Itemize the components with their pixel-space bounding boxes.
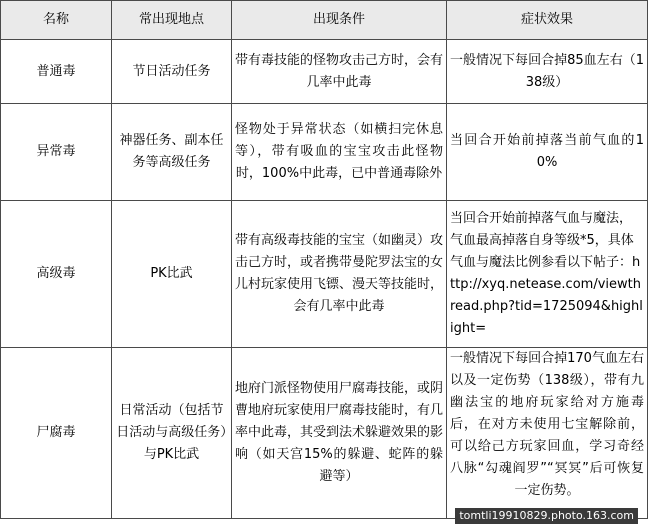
table-row (1, 104, 648, 201)
poison-effect: 一般情况下每回合掉170气血左右以及一定伤势（138级），带有九幽法宝的地府玩家给对方施毒后，在对方未使用七宝解除前，可以给己方玩家回血，学习奇经八脉“勾魂阎罗”“冥冥”后可恢复一定伤势。 (447, 348, 648, 519)
table-row (1, 40, 648, 104)
header-row (1, 1, 648, 40)
poison-effect: 一般情况下每回合掉85血左右（138级） (447, 40, 648, 104)
poison-location: 神器任务、副本任务等高级任务 (112, 104, 232, 201)
poison-effect: 当回合开始前掉落当前气血的10% (447, 104, 648, 201)
header-effect: 症状效果 (447, 1, 648, 40)
poison-location: PK比武 (112, 201, 232, 348)
poison-condition: 地府门派怪物使用尸腐毒技能，或阴曹地府玩家使用尸腐毒技能时，有几率中此毒，其受到法术躲避效果的影响（如天宫15%的躲避、蛇阵的躲避等） (232, 348, 447, 519)
watermark: tomtli19910829.photo.163.com (455, 508, 638, 524)
header-location: 常出现地点 (112, 1, 232, 40)
poison-condition: 带有毒技能的怪物攻击己方时，会有几率中此毒 (232, 40, 447, 104)
poison-location: 日常活动（包括节日活动与高级任务）与PK比武 (112, 348, 232, 519)
poison-name: 异常毒 (1, 104, 112, 201)
header-name: 名称 (1, 1, 112, 40)
table-row (1, 348, 648, 519)
poison-name: 普通毒 (1, 40, 112, 104)
table-row (1, 201, 648, 348)
poison-condition: 怪物处于异常状态（如横扫完休息等），带有吸血的宝宝攻击此怪物时，100%中此毒，已中普通毒除外 (232, 104, 447, 201)
poison-effect: 当回合开始前掉落气血与魔法，气血最高掉落自身等级*5，具体气血与魔法比例参看以下帖子：http://xyq.netease.com/viewthread.php?tid=1725094&highlight= (447, 201, 648, 348)
poison-name: 高级毒 (1, 201, 112, 348)
header-condition: 出现条件 (232, 1, 447, 40)
poison-condition: 带有高级毒技能的宝宝（如幽灵）攻击己方时，或者携带曼陀罗法宝的女儿村玩家使用飞镖、漫天等技能时，会有几率中此毒 (232, 201, 447, 348)
poison-name: 尸腐毒 (1, 348, 112, 519)
poison-location: 节日活动任务 (112, 40, 232, 104)
